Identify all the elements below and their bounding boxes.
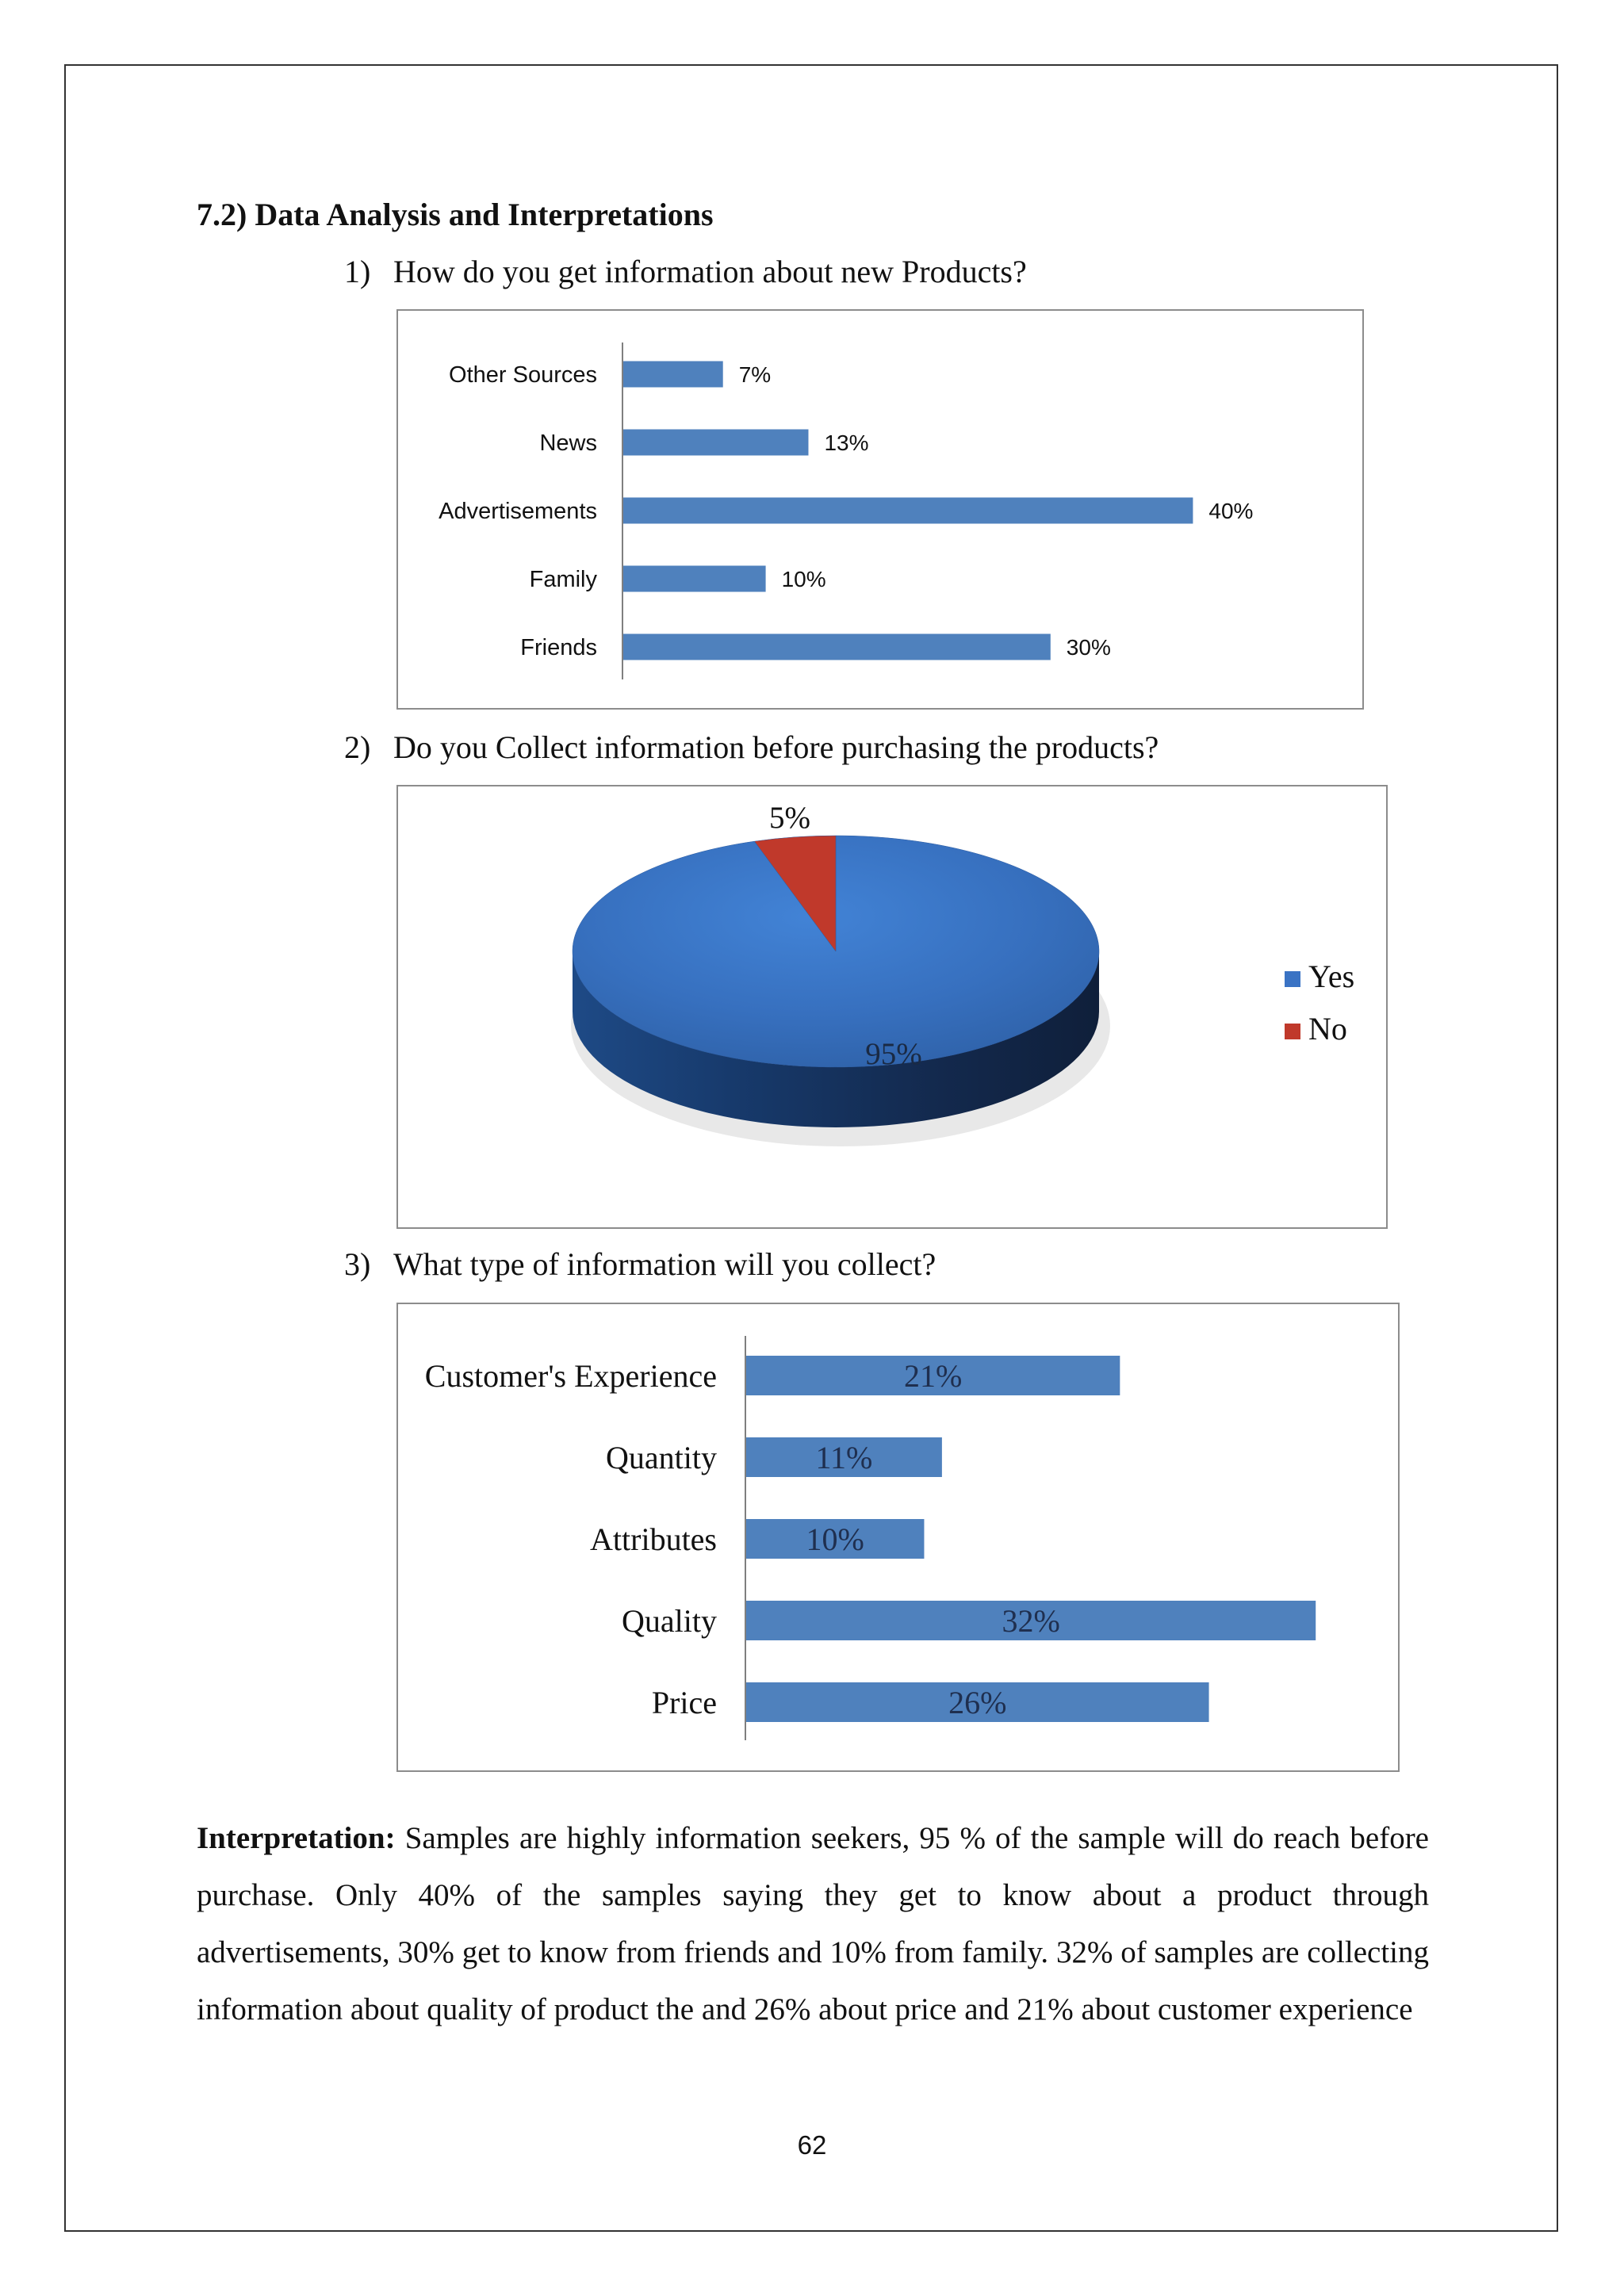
question-text: How do you get information about new Products? [393,254,1027,289]
legend-label: No [1308,1011,1347,1047]
info-type-bar-chart [398,1304,1401,1774]
interpretation-text: Samples are highly information seekers, 95 % of the sample will do reach before purchase. Only 40% of the samples saying they get to know about a product through advertisements, 30% get to know from friends and 10% from family. 32% of samples are collecting information about quality of product the and 26% about price and 21% about customer experience [197,1821,1429,2026]
interpretation-paragraph [197,1810,1429,2038]
page-number: 62 [797,2130,827,2160]
interpretation-label: Interpretation: [197,1821,396,1855]
chart-frame-info-type [396,1303,1400,1772]
bar-family [623,566,766,592]
bar-advertisements [623,498,1193,524]
category-label: Friends [520,635,597,661]
legend-label: Yes [1308,959,1355,994]
question-number: 2) [344,729,371,765]
data-label: 11% [815,1440,873,1475]
data-label: 5% [769,801,810,835]
section-title: 7.2) Data Analysis and Interpretations [197,197,714,232]
category-label: Other Sources [449,362,597,388]
category-label: Customer's Experience [424,1358,717,1394]
bar-news [623,430,808,456]
data-label: 95% [865,1037,922,1071]
data-label: 13% [824,430,869,455]
question-number: 3) [344,1246,371,1282]
data-label: 26% [948,1685,1007,1720]
collect-pie-chart [398,786,1389,1230]
data-label: 7% [738,362,772,387]
category-label: Quantity [606,1440,717,1475]
chart-frame-collect [396,785,1388,1229]
legend-swatch-no [1285,1024,1300,1039]
bar-other-sources [623,362,723,388]
category-label: Attributes [590,1521,717,1557]
legend-swatch-yes [1285,971,1300,987]
question-text: Do you Collect information before purchasing the products? [393,729,1159,765]
category-label: News [539,430,597,457]
category-label: Family [529,567,597,593]
bar-friends [623,634,1051,660]
category-label: Quality [622,1603,717,1639]
category-label: Price [651,1685,717,1720]
data-label: 32% [1002,1603,1060,1639]
data-label: 21% [904,1358,963,1394]
category-label: Advertisements [439,499,597,525]
data-label: 40% [1208,498,1254,523]
data-label: 10% [806,1521,864,1557]
chart-frame-sources [396,309,1364,710]
data-label: 10% [781,566,826,591]
sources-bar-chart [398,311,1365,711]
question-number: 1) [344,254,371,289]
data-label: 30% [1066,634,1111,660]
question-text: What type of information will you collect? [393,1246,936,1282]
